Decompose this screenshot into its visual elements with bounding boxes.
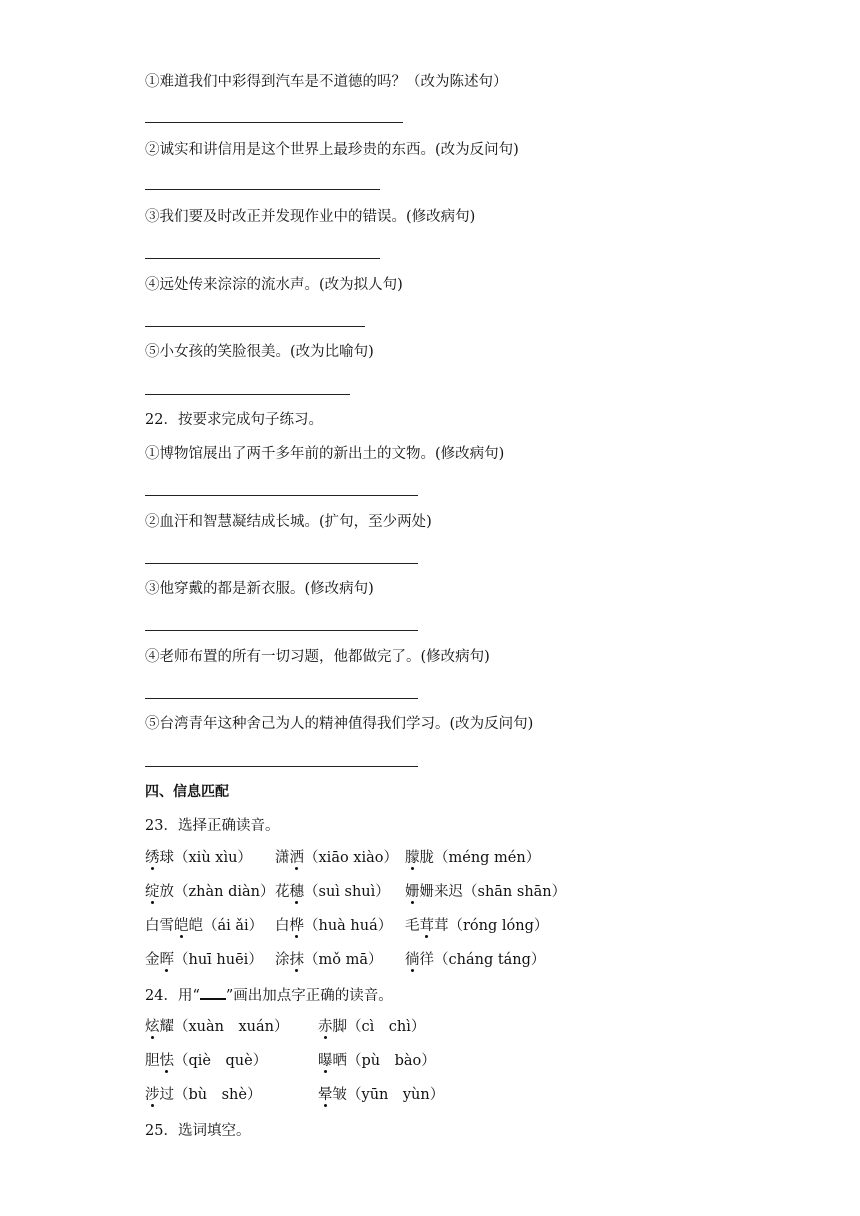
- dotted-character: 涉: [145, 1087, 160, 1103]
- pinyin-options: （xiāo xiào）: [304, 850, 398, 866]
- word-text: 胧: [419, 850, 434, 866]
- word-text: 晒: [332, 1053, 347, 1069]
- dotted-character: 晕: [318, 1087, 333, 1103]
- word-text: 茸: [434, 918, 449, 934]
- q22-item-5: ⑤台湾青年这种舍己为人的精神值得我们学习。(改为反问句): [145, 716, 534, 732]
- q24-word-item: [145, 1017, 289, 1037]
- answer-blank: [145, 630, 418, 631]
- pinyin-options: （méng mén）: [434, 850, 541, 866]
- q24-word-item: [318, 1051, 436, 1071]
- dotted-character: 曝: [318, 1053, 333, 1069]
- pinyin-options: （róng lóng）: [448, 918, 549, 934]
- q21-item-4: ④远处传来淙淙的流水声。(改为拟人句): [145, 277, 403, 293]
- dotted-character: 茸: [419, 918, 434, 934]
- answer-blank: [145, 326, 365, 327]
- word-text: 金: [145, 952, 160, 968]
- dotted-character: 姗: [405, 884, 420, 900]
- dotted-character: 穗: [289, 884, 304, 900]
- q23-word-item: [145, 848, 252, 868]
- q24-title: [145, 986, 393, 1006]
- q21-item-3: ③我们要及时改正并发现作业中的错误。(修改病句): [145, 209, 476, 225]
- dotted-character: 炫: [145, 1019, 160, 1035]
- word-text: 姗来迟: [419, 884, 463, 900]
- word-text: 白雪: [145, 918, 174, 934]
- dotted-character: 洒: [289, 850, 304, 866]
- q23-word-item: [145, 916, 263, 936]
- word-text: 白: [275, 918, 290, 934]
- answer-blank: [145, 766, 418, 767]
- pinyin-options: （qiè què）: [174, 1053, 268, 1069]
- answer-blank: [145, 495, 418, 496]
- q24-word-item: [145, 1051, 267, 1071]
- q21-item-2: ②诚实和讲信用是这个世界上最珍贵的东西。(改为反问句): [145, 142, 519, 158]
- word-text: 球: [159, 850, 174, 866]
- word-text: 毛: [405, 918, 420, 934]
- word-text: 花: [275, 884, 290, 900]
- pinyin-options: （yūn yùn）: [347, 1087, 445, 1103]
- q23-word-item: [275, 848, 398, 868]
- answer-blank: [145, 563, 418, 564]
- word-text: 皱: [332, 1087, 347, 1103]
- pinyin-options: （pù bào）: [347, 1053, 436, 1069]
- pinyin-options: （bù shè）: [174, 1087, 262, 1103]
- pinyin-options: （xuàn xuán）: [174, 1019, 289, 1035]
- pinyin-options: （mǒ mā）: [304, 952, 383, 968]
- q23-word-item: [145, 882, 274, 902]
- section-heading: 四、信息匹配: [145, 784, 229, 800]
- word-text: 耀: [159, 1019, 174, 1035]
- answer-blank: [145, 394, 350, 395]
- q22-item-2: ②血汗和智慧凝结成长城。(扩句，至少两处): [145, 514, 432, 530]
- q23-word-item: [405, 950, 545, 970]
- q21-item-5: ⑤小女孩的笑脸很美。(改为比喻句): [145, 344, 374, 360]
- pinyin-options: （huī huēi）: [174, 952, 263, 968]
- answer-blank: [145, 189, 380, 190]
- answer-blank: [145, 698, 418, 699]
- dotted-character: 绣: [145, 850, 160, 866]
- underline-mark: [200, 986, 226, 1000]
- answer-blank: [145, 122, 403, 123]
- pinyin-options: （ái ǎi）: [203, 918, 264, 934]
- q21-item-1: ①难道我们中彩得到汽车是不道德的吗？（改为陈述句）: [145, 74, 508, 90]
- q23-word-item: [405, 916, 548, 936]
- q24-title-post: ”画出加点字正确的读音。: [225, 988, 393, 1004]
- q23-word-item: [275, 916, 392, 936]
- word-text: 胆: [145, 1053, 160, 1069]
- q25-title: 25．选词填空。: [145, 1123, 251, 1139]
- pinyin-options: （xiù xìu）: [174, 850, 252, 866]
- pinyin-options: （cháng táng）: [434, 952, 546, 968]
- q23-word-item: [405, 848, 540, 868]
- pinyin-options: （shān shān）: [463, 884, 567, 900]
- word-text: 放: [159, 884, 174, 900]
- dotted-character: 徜: [405, 952, 420, 968]
- dotted-character: 晖: [159, 952, 174, 968]
- q24-word-item: [318, 1085, 444, 1105]
- q23-word-item: [405, 882, 566, 902]
- q22-item-1: ①博物馆展出了两千多年前的新出土的文物。(修改病句): [145, 446, 505, 462]
- q22-item-4: ④老师布置的所有一切习题，他都做完了。(修改病句): [145, 649, 490, 665]
- q24-word-item: [318, 1017, 425, 1037]
- word-text: 皑: [188, 918, 203, 934]
- dotted-character: 皑: [174, 918, 189, 934]
- answer-blank: [145, 258, 380, 259]
- word-text: 潇: [275, 850, 290, 866]
- dotted-character: 绽: [145, 884, 160, 900]
- dotted-character: 抹: [289, 952, 304, 968]
- pinyin-options: （zhàn diàn）: [174, 884, 275, 900]
- word-text: 涂: [275, 952, 290, 968]
- q22-item-3: ③他穿戴的都是新衣服。(修改病句): [145, 581, 374, 597]
- pinyin-options: （huà huá）: [304, 918, 393, 934]
- word-text: 脚: [332, 1019, 347, 1035]
- q23-word-item: [275, 950, 382, 970]
- q23-title: 23．选择正确读音。: [145, 818, 280, 834]
- q24-word-item: [145, 1085, 261, 1105]
- dotted-character: 赤: [318, 1019, 333, 1035]
- dotted-character: 朦: [405, 850, 420, 866]
- q23-word-item: [275, 882, 390, 902]
- word-text: 过: [159, 1087, 174, 1103]
- pinyin-options: （suì shuì）: [304, 884, 390, 900]
- dotted-character: 桦: [289, 918, 304, 934]
- pinyin-options: （cì chì）: [347, 1019, 426, 1035]
- dotted-character: 怯: [159, 1053, 174, 1069]
- word-text: 徉: [419, 952, 434, 968]
- q24-title-pre: 24．用“: [145, 988, 200, 1004]
- q23-word-item: [145, 950, 263, 970]
- q22-title: 22．按要求完成句子练习。: [145, 412, 323, 428]
